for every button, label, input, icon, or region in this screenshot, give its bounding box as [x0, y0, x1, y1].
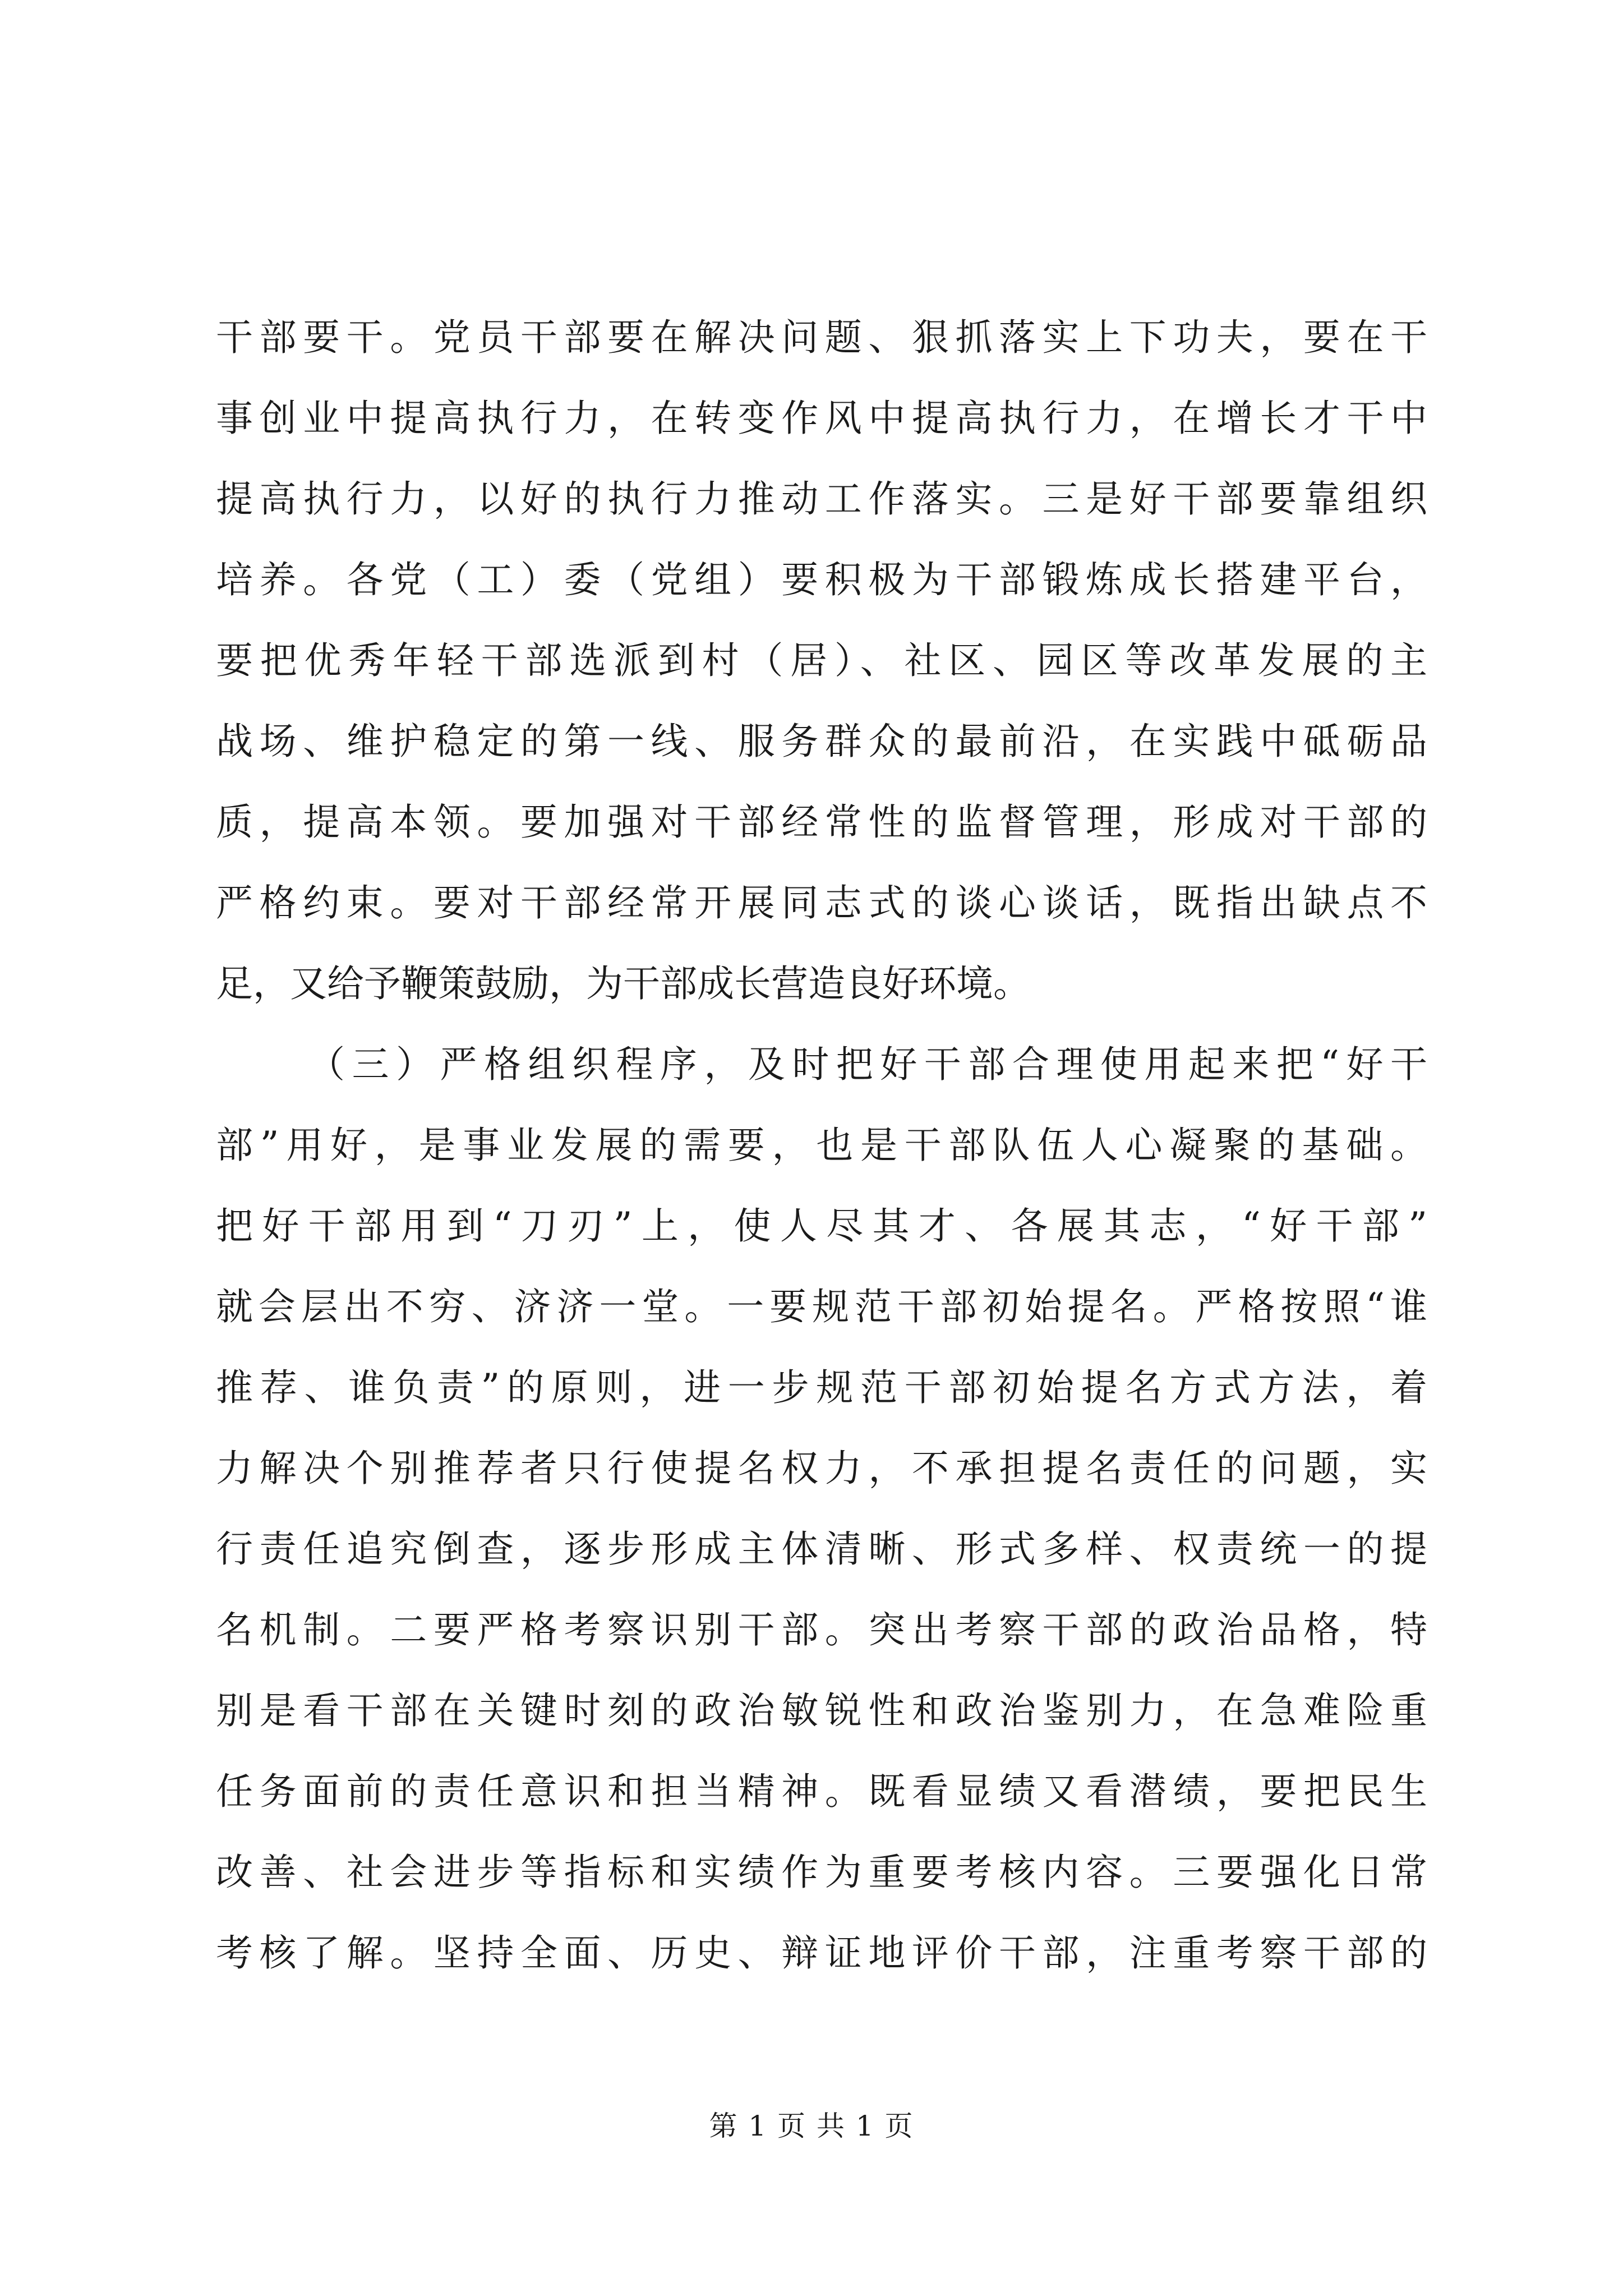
- text-line: 提高执行力，以好的执行力推动工作落实。三是好干部要靠组织: [216, 477, 1427, 521]
- text-line: 行责任追究倒查，逐步形成主体清晰、形式多样、权责统一的提: [216, 1527, 1427, 1571]
- text-line: 改善、社会进步等指标和实绩作为重要考核内容。三要强化日常: [216, 1851, 1427, 1894]
- text-line: 就会层出不穷、济济一堂。一要规范干部初始提名。严格按照“谁: [216, 1285, 1427, 1328]
- text-line: 要把优秀年轻干部选派到村（居）、社区、园区等改革发展的主: [216, 639, 1427, 682]
- text-line: 考核了解。坚持全面、历史、辩证地评价干部，注重考察干部的: [216, 1931, 1427, 1975]
- text-line: 严格约束。要对干部经常开展同志式的谈心谈话，既指出缺点不: [216, 881, 1427, 924]
- text-line: 干部要干。党员干部要在解决问题、狠抓落实上下功夫，要在干: [216, 316, 1427, 359]
- text-line: 战场、维护稳定的第一线、服务群众的最前沿，在实践中砥砺品: [216, 720, 1427, 763]
- page-footer: [0, 2106, 1623, 2146]
- text-line: 足，又给予鞭策鼓励，为干部成长营造良好环境。: [216, 962, 1030, 1005]
- text-line: 把好干部用到“刀刃”上，使人尽其才、各展其志，“好干部”: [216, 1204, 1427, 1248]
- text-line: 名机制。二要严格考察识别干部。突出考察干部的政治品格，特: [216, 1608, 1427, 1651]
- text-line: 质，提高本领。要加强对干部经常性的监督管理，形成对干部的: [216, 800, 1427, 844]
- text-line: 培养。各党（工）委（党组）要积极为干部锻炼成长搭建平台，: [216, 558, 1427, 601]
- text-line: 推荐、谁负责”的原则，进一步规范干部初始提名方式方法，着: [216, 1366, 1427, 1409]
- text-line: 事创业中提高执行力，在转变作风中提高执行力，在增长才干中: [216, 397, 1427, 440]
- text-line: 别是看干部在关键时刻的政治敏锐性和政治鉴别力，在急难险重: [216, 1689, 1427, 1732]
- paragraph-start-line: （三）严格组织程序，及时把好干部合理使用起来把“好干: [308, 1043, 1427, 1086]
- body-text: [216, 297, 1427, 1994]
- page-number: 第 1 页 共 1 页: [709, 2110, 914, 2142]
- text-line: 力解决个别推荐者只行使提名权力，不承担提名责任的问题，实: [216, 1447, 1427, 1490]
- text-line: 部”用好，是事业发展的需要，也是干部队伍人心凝聚的基础。: [216, 1124, 1427, 1167]
- text-line: 任务面前的责任意识和担当精神。既看显绩又看潜绩，要把民生: [216, 1770, 1427, 1813]
